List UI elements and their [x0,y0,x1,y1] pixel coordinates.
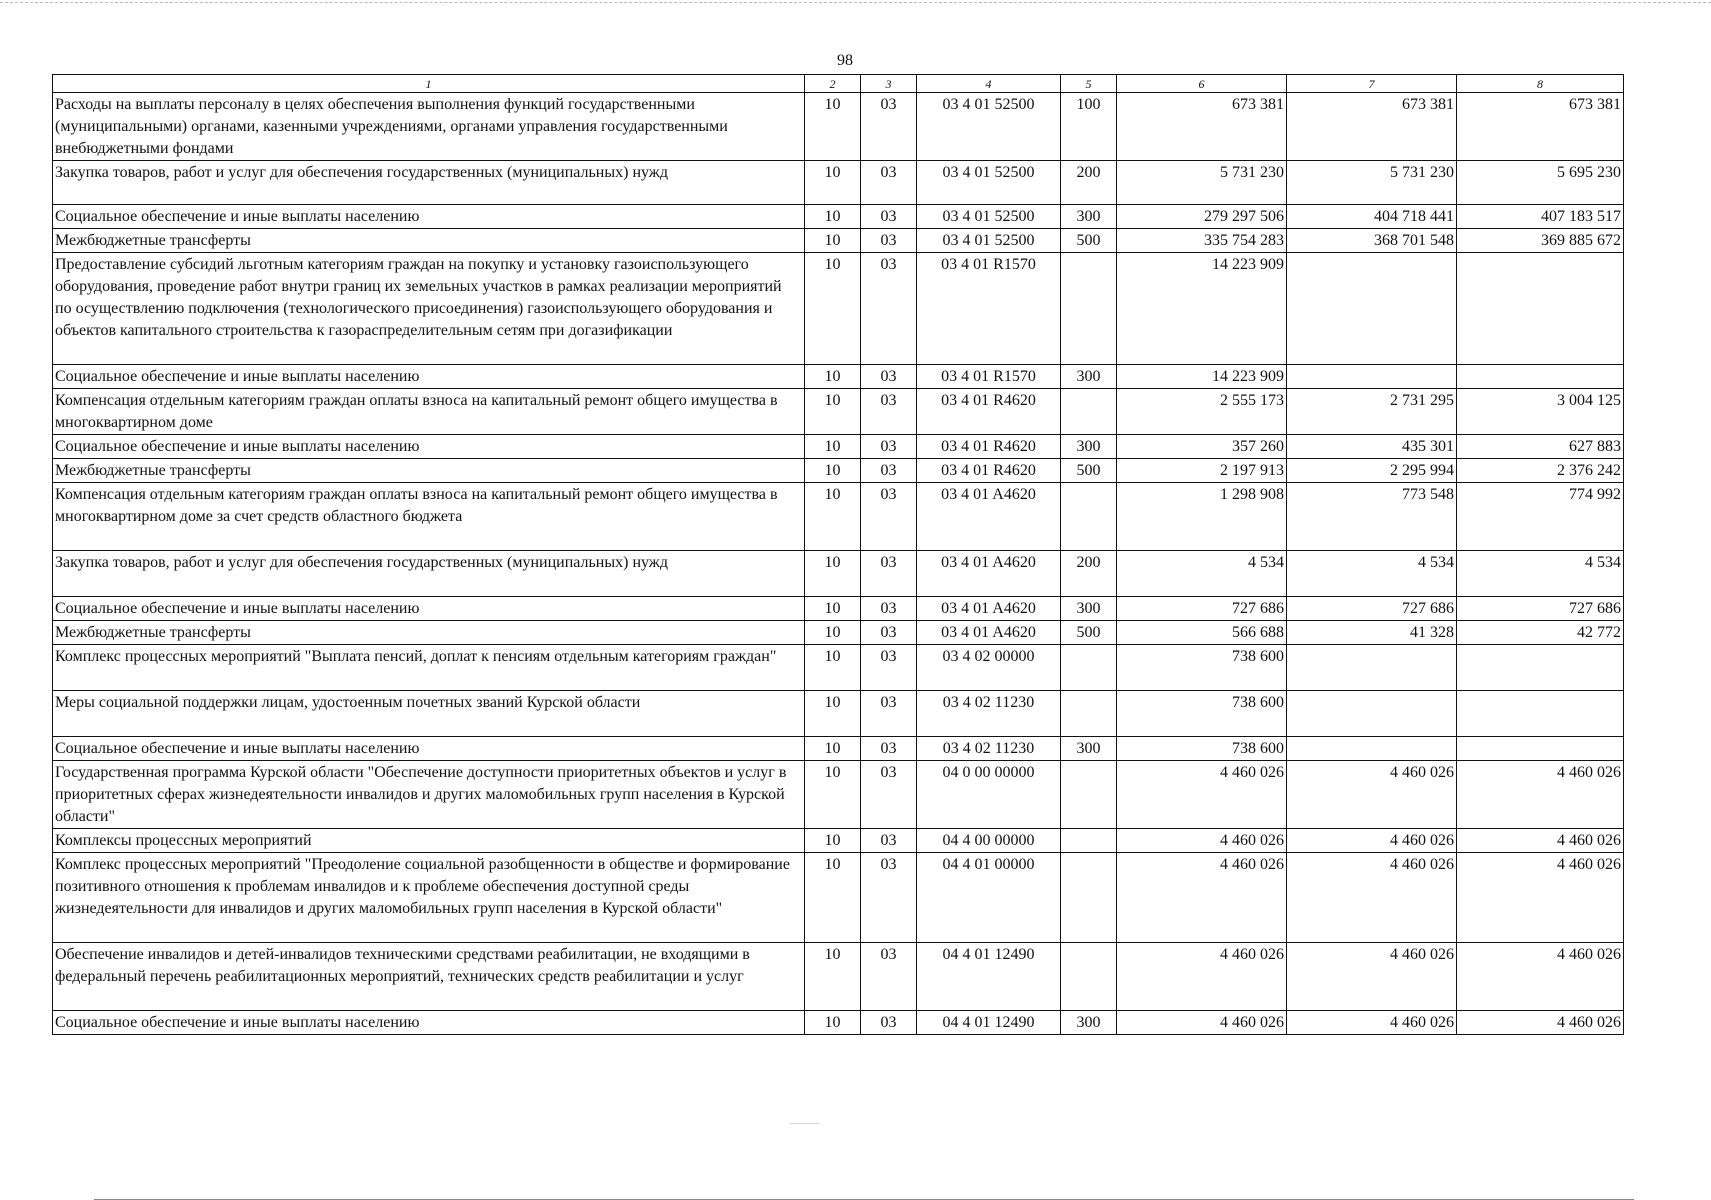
row-expense-type-cell: 300 [1061,737,1117,761]
row-target-article-cell: 03 4 01 52500 [917,93,1061,161]
row-amount-year3-cell: 3 004 125 [1457,389,1624,435]
row-expense-type-cell [1061,943,1117,1011]
row-section-cell: 10 [805,389,861,435]
row-expense-type-cell [1061,389,1117,435]
row-name-cell: Социальное обеспечение и иные выплаты населению [53,737,805,761]
row-amount-year1-cell: 2 197 913 [1117,459,1287,483]
table-row [53,621,1624,645]
column-header: 2 [805,75,861,93]
row-amount-year2-cell: 673 381 [1287,93,1457,161]
row-amount-year3-cell: 4 460 026 [1457,943,1624,1011]
row-target-article-cell: 03 4 01 A4620 [917,483,1061,551]
row-name-cell: Межбюджетные трансферты [53,621,805,645]
row-subsection-cell: 03 [861,621,917,645]
row-section-cell: 10 [805,459,861,483]
row-amount-year1-cell: 4 460 026 [1117,853,1287,943]
row-amount-year2-cell [1287,645,1457,691]
row-subsection-cell: 03 [861,205,917,229]
row-subsection-cell: 03 [861,93,917,161]
row-amount-year2-cell: 2 295 994 [1287,459,1457,483]
row-name-cell: Комплекс процессных мероприятий "Выплата пенсий, доплат к пенсиям отдельным категориям граждан" [53,645,805,691]
table-row [53,389,1624,435]
row-section-cell: 10 [805,691,861,737]
table-body [53,93,1624,1035]
row-amount-year3-cell: 4 460 026 [1457,853,1624,943]
row-name-cell: Межбюджетные трансферты [53,229,805,253]
row-expense-type-cell [1061,645,1117,691]
row-name-cell: Социальное обеспечение и иные выплаты населению [53,205,805,229]
row-section-cell: 10 [805,737,861,761]
row-amount-year1-cell: 566 688 [1117,621,1287,645]
row-target-article-cell: 03 4 01 52500 [917,205,1061,229]
row-amount-year1-cell: 673 381 [1117,93,1287,161]
row-target-article-cell: 03 4 01 A4620 [917,597,1061,621]
row-amount-year2-cell: 5 731 230 [1287,161,1457,205]
row-subsection-cell: 03 [861,459,917,483]
table-row [53,853,1624,943]
row-amount-year1-cell: 357 260 [1117,435,1287,459]
row-name-cell: Социальное обеспечение и иные выплаты населению [53,1011,805,1035]
row-name-cell: Социальное обеспечение и иные выплаты населению [53,597,805,621]
row-section-cell: 10 [805,853,861,943]
budget-table [52,74,1624,1035]
page-number: 98 [837,52,853,69]
row-amount-year2-cell: 41 328 [1287,621,1457,645]
row-target-article-cell: 03 4 01 R1570 [917,365,1061,389]
row-amount-year1-cell: 2 555 173 [1117,389,1287,435]
column-header: 8 [1457,75,1624,93]
row-expense-type-cell: 300 [1061,1011,1117,1035]
row-amount-year2-cell: 404 718 441 [1287,205,1457,229]
row-amount-year3-cell: 4 534 [1457,551,1624,597]
row-name-cell: Предоставление субсидий льготным категориям граждан на покупку и установку газоиспользующего оборудования, проведение работ внутри границ их земельных участков в рамках реализации мероприятий по осуществлению подключения (технологического присоединения) газоиспользующего оборудования и объектов капитального строительства к газораспределительным сетям при догазификации [53,253,805,365]
table-row [53,161,1624,205]
row-target-article-cell: 03 4 01 A4620 [917,551,1061,597]
row-section-cell: 10 [805,205,861,229]
row-expense-type-cell [1061,483,1117,551]
row-subsection-cell: 03 [861,943,917,1011]
row-target-article-cell: 03 4 01 R4620 [917,435,1061,459]
row-amount-year2-cell: 4 460 026 [1287,761,1457,829]
row-subsection-cell: 03 [861,691,917,737]
table-row [53,93,1624,161]
row-amount-year2-cell: 4 460 026 [1287,1011,1457,1035]
table-row [53,435,1624,459]
row-expense-type-cell: 200 [1061,551,1117,597]
row-amount-year2-cell [1287,691,1457,737]
row-amount-year2-cell [1287,365,1457,389]
row-expense-type-cell [1061,253,1117,365]
row-amount-year3-cell: 727 686 [1457,597,1624,621]
row-subsection-cell: 03 [861,483,917,551]
column-header: 7 [1287,75,1457,93]
row-expense-type-cell [1061,853,1117,943]
row-amount-year1-cell: 4 460 026 [1117,943,1287,1011]
row-subsection-cell: 03 [861,853,917,943]
row-amount-year2-cell: 2 731 295 [1287,389,1457,435]
row-expense-type-cell: 500 [1061,621,1117,645]
row-amount-year2-cell: 773 548 [1287,483,1457,551]
row-expense-type-cell: 300 [1061,365,1117,389]
row-section-cell: 10 [805,229,861,253]
row-subsection-cell: 03 [861,645,917,691]
row-amount-year3-cell [1457,253,1624,365]
row-amount-year3-cell: 4 460 026 [1457,761,1624,829]
row-amount-year1-cell: 279 297 506 [1117,205,1287,229]
row-section-cell: 10 [805,365,861,389]
row-amount-year2-cell: 4 534 [1287,551,1457,597]
row-amount-year3-cell [1457,691,1624,737]
row-target-article-cell: 03 4 01 52500 [917,229,1061,253]
row-amount-year1-cell: 4 534 [1117,551,1287,597]
row-expense-type-cell [1061,761,1117,829]
row-amount-year3-cell: 4 460 026 [1457,829,1624,853]
row-amount-year1-cell: 4 460 026 [1117,829,1287,853]
table-row [53,597,1624,621]
column-header: 6 [1117,75,1287,93]
row-amount-year3-cell: 4 460 026 [1457,1011,1624,1035]
scan-mark [790,1123,820,1124]
row-amount-year3-cell [1457,645,1624,691]
row-amount-year3-cell [1457,737,1624,761]
table-row [53,483,1624,551]
table-row [53,205,1624,229]
row-amount-year1-cell: 14 223 909 [1117,253,1287,365]
column-header: 5 [1061,75,1117,93]
row-section-cell: 10 [805,943,861,1011]
row-target-article-cell: 04 4 01 12490 [917,943,1061,1011]
row-subsection-cell: 03 [861,737,917,761]
row-amount-year3-cell: 42 772 [1457,621,1624,645]
row-expense-type-cell [1061,691,1117,737]
row-subsection-cell: 03 [861,597,917,621]
table-row [53,253,1624,365]
row-expense-type-cell: 500 [1061,229,1117,253]
row-target-article-cell: 03 4 02 11230 [917,691,1061,737]
column-header: 1 [53,75,805,93]
row-target-article-cell: 03 4 01 52500 [917,161,1061,205]
row-target-article-cell: 04 0 00 00000 [917,761,1061,829]
table-row [53,551,1624,597]
row-amount-year2-cell: 435 301 [1287,435,1457,459]
row-expense-type-cell [1061,829,1117,853]
row-target-article-cell: 03 4 02 00000 [917,645,1061,691]
row-name-cell: Компенсация отдельным категориям граждан оплаты взноса на капитальный ремонт общего имущества в многоквартирном доме за счет средств областного бюджета [53,483,805,551]
row-target-article-cell: 03 4 02 11230 [917,737,1061,761]
row-section-cell: 10 [805,1011,861,1035]
row-section-cell: 10 [805,761,861,829]
row-name-cell: Комплекс процессных мероприятий "Преодоление социальной разобщенности в обществе и формирование позитивного отношения к проблемам инвалидов и к проблеме обеспечения доступной среды жизнедеятельности для инвалидов и других маломобильных групп населения в Курской области" [53,853,805,943]
row-amount-year2-cell [1287,253,1457,365]
row-name-cell: Социальное обеспечение и иные выплаты населению [53,435,805,459]
row-subsection-cell: 03 [861,389,917,435]
column-number-row [53,75,1624,93]
row-amount-year1-cell: 738 600 [1117,691,1287,737]
row-section-cell: 10 [805,161,861,205]
row-amount-year2-cell: 4 460 026 [1287,829,1457,853]
row-subsection-cell: 03 [861,229,917,253]
row-name-cell: Межбюджетные трансферты [53,459,805,483]
row-amount-year1-cell: 5 731 230 [1117,161,1287,205]
row-amount-year2-cell: 368 701 548 [1287,229,1457,253]
row-name-cell: Обеспечение инвалидов и детей-инвалидов техническими средствами реабилитации, не входящими в федеральный перечень реабилитационных мероприятий, технических средств реабилитации и услуг [53,943,805,1011]
row-subsection-cell: 03 [861,253,917,365]
row-name-cell: Закупка товаров, работ и услуг для обеспечения государственных (муниципальных) нужд [53,551,805,597]
row-expense-type-cell: 500 [1061,459,1117,483]
scan-top-rule [0,2,1711,3]
row-name-cell: Компенсация отдельным категориям граждан оплаты взноса на капитальный ремонт общего имущества в многоквартирном доме [53,389,805,435]
row-expense-type-cell: 300 [1061,205,1117,229]
table-row [53,645,1624,691]
row-section-cell: 10 [805,435,861,459]
row-amount-year1-cell: 738 600 [1117,737,1287,761]
row-subsection-cell: 03 [861,761,917,829]
column-header: 4 [917,75,1061,93]
row-expense-type-cell: 300 [1061,435,1117,459]
table-row [53,459,1624,483]
row-amount-year1-cell: 1 298 908 [1117,483,1287,551]
row-target-article-cell: 04 4 01 00000 [917,853,1061,943]
row-amount-year1-cell: 727 686 [1117,597,1287,621]
row-target-article-cell: 04 4 01 12490 [917,1011,1061,1035]
row-name-cell: Социальное обеспечение и иные выплаты населению [53,365,805,389]
row-section-cell: 10 [805,645,861,691]
table-row [53,365,1624,389]
row-amount-year1-cell: 335 754 283 [1117,229,1287,253]
row-amount-year3-cell: 5 695 230 [1457,161,1624,205]
row-section-cell: 10 [805,93,861,161]
row-target-article-cell: 03 4 01 R4620 [917,459,1061,483]
row-target-article-cell: 03 4 01 A4620 [917,621,1061,645]
table-row [53,737,1624,761]
row-name-cell: Комплексы процессных мероприятий [53,829,805,853]
row-amount-year3-cell: 627 883 [1457,435,1624,459]
row-section-cell: 10 [805,253,861,365]
row-section-cell: 10 [805,597,861,621]
row-amount-year1-cell: 4 460 026 [1117,761,1287,829]
row-amount-year2-cell: 4 460 026 [1287,853,1457,943]
row-name-cell: Закупка товаров, работ и услуг для обеспечения государственных (муниципальных) нужд [53,161,805,205]
row-section-cell: 10 [805,483,861,551]
row-amount-year3-cell [1457,365,1624,389]
row-section-cell: 10 [805,829,861,853]
row-target-article-cell: 03 4 01 R4620 [917,389,1061,435]
table-row [53,691,1624,737]
table-row [53,943,1624,1011]
row-expense-type-cell: 100 [1061,93,1117,161]
row-subsection-cell: 03 [861,551,917,597]
row-name-cell: Расходы на выплаты персоналу в целях обеспечения выполнения функций государственными (муниципальными) органами, казенными учреждениями, органами управления государственными внебюджетными фондами [53,93,805,161]
row-subsection-cell: 03 [861,829,917,853]
row-section-cell: 10 [805,551,861,597]
row-amount-year2-cell [1287,737,1457,761]
row-subsection-cell: 03 [861,161,917,205]
table-row [53,829,1624,853]
table-row [53,761,1624,829]
row-expense-type-cell: 200 [1061,161,1117,205]
row-amount-year1-cell: 738 600 [1117,645,1287,691]
row-amount-year3-cell: 369 885 672 [1457,229,1624,253]
row-name-cell: Меры социальной поддержки лицам, удостоенным почетных званий Курской области [53,691,805,737]
table-row [53,229,1624,253]
row-amount-year3-cell: 673 381 [1457,93,1624,161]
row-amount-year3-cell: 407 183 517 [1457,205,1624,229]
row-section-cell: 10 [805,621,861,645]
column-header: 3 [861,75,917,93]
row-target-article-cell: 03 4 01 R1570 [917,253,1061,365]
table-row [53,1011,1624,1035]
row-amount-year2-cell: 727 686 [1287,597,1457,621]
row-amount-year3-cell: 2 376 242 [1457,459,1624,483]
row-amount-year2-cell: 4 460 026 [1287,943,1457,1011]
row-subsection-cell: 03 [861,1011,917,1035]
row-amount-year1-cell: 4 460 026 [1117,1011,1287,1035]
row-amount-year3-cell: 774 992 [1457,483,1624,551]
row-expense-type-cell: 300 [1061,597,1117,621]
row-subsection-cell: 03 [861,435,917,459]
row-subsection-cell: 03 [861,365,917,389]
row-target-article-cell: 04 4 00 00000 [917,829,1061,853]
row-amount-year1-cell: 14 223 909 [1117,365,1287,389]
row-name-cell: Государственная программа Курской области "Обеспечение доступности приоритетных объектов и услуг в приоритетных сферах жизнедеятельности инвалидов и других маломобильных групп населения в Курской области" [53,761,805,829]
